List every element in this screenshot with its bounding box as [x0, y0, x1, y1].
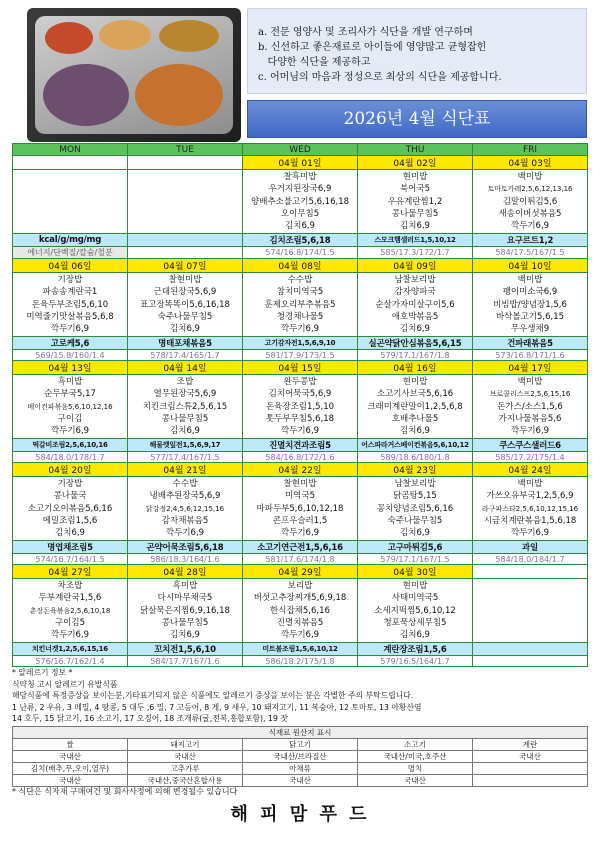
meal-cell: [243, 375, 358, 439]
meal-cell: [128, 579, 243, 643]
menu-item: 청경채나물5: [276, 311, 324, 322]
menu-item: 김치6,9: [400, 630, 430, 641]
special-dish: 과일: [473, 541, 588, 554]
menu-item: 백미밥: [517, 479, 543, 489]
special-dish: 고로케5,6: [13, 337, 128, 350]
menu-item: 백미밥: [517, 377, 543, 387]
allergy-line: 1 난류, 2 우유, 3 메밀, 4 땅콩, 5 대두 ,6 밀, 7 고등어, 8 게, 9 새우, 10 돼지고기, 11 복숭아, 12 토마토, 13 아황산염: [12, 702, 422, 712]
footnote: * 식단은 식자재 구매여건 및 회사사정에 의해 변경될수 있습니다: [12, 787, 238, 796]
date-cell: 04월 28일: [128, 565, 243, 579]
menu-item: 순두부국5,17: [44, 389, 96, 400]
date-cell: 04월 10일: [473, 259, 588, 273]
special-dish: 고기감자전1,5,6,9,10: [243, 337, 358, 350]
date-cell: 04월 02일: [358, 156, 473, 170]
brand-name: 해 피 맘 푸 드: [230, 804, 370, 825]
special-dish: 실곤약닭안심볶음5,6,15: [358, 337, 473, 350]
origin-cell: 소고기: [358, 739, 473, 751]
meal-cell: [358, 273, 473, 337]
menu-item: 라구파스타2,5,6,10,12,15,16: [481, 504, 579, 513]
menu-item: 돈가스/소스1,5,6: [497, 401, 563, 412]
menu-item: 찰흑미밥: [283, 172, 317, 182]
food-tray-photo: [27, 8, 241, 142]
nutrition-info: 576/16.7/162/1.4: [13, 656, 128, 667]
origin-cell: 국내산: [243, 775, 358, 787]
menu-item: 메밀조림1,5,6: [42, 515, 98, 526]
origin-cell: 국내산/미국,호주산: [358, 751, 473, 763]
menu-item: 콩나물무침5: [391, 208, 439, 219]
menu-item: 소고기오이볶음5,6,16: [27, 503, 113, 514]
special-dish: 떡갈비조림2,5,6,10,16: [13, 439, 128, 452]
special-dish: 꼬치전1,5,6,10: [128, 643, 243, 656]
meal-cell: [128, 375, 243, 439]
menu-item: 북어국5: [399, 184, 431, 195]
menu-item: 한식잡채5,6,16: [270, 605, 330, 616]
menu-item: 기장밥: [57, 275, 83, 285]
special-dish: [128, 234, 243, 247]
date-cell: 04월 16일: [358, 361, 473, 375]
menu-item: 깍두기6,9: [510, 528, 550, 539]
date-cell: 04월 24일: [473, 463, 588, 477]
nutrition-info: [128, 247, 243, 259]
menu-item: 호배추나물5: [391, 413, 439, 424]
menu-item: 깍두기6,9: [280, 324, 320, 335]
meal-cell: [473, 170, 588, 234]
menu-item: 흑미밥: [172, 581, 198, 591]
menu-item: 춘장돈육볶음2,5,6,10,18: [29, 606, 111, 615]
special-dish: 곤약어묵조림5,6,18: [128, 541, 243, 554]
origin-cell: 국내산: [13, 775, 128, 787]
menu-item: 백미밥: [517, 275, 543, 285]
menu-item: 남찰보리밥: [394, 479, 436, 489]
date-cell: 04월 03일: [473, 156, 588, 170]
menu-item: 오이무침5: [280, 208, 320, 219]
allergy-line: 해당식품에 특정증상을 보이는분,기타표기되지 않은 식품에도 알레르기 증상을 보이는 분은 각별한 주의 부탁드립니다.: [12, 691, 414, 700]
special-dish: 쿠스쿠스샐러드6: [473, 439, 588, 452]
menu-item: 깍두기6,9: [165, 528, 205, 539]
special-dish: 스모크햄샐러드1,5,10,12: [358, 234, 473, 247]
meal-cell: [13, 579, 128, 643]
nutrition-info: 581/17.6/174/1.8: [243, 554, 358, 565]
special-dish: 김치조림5,6,18: [243, 234, 358, 247]
special-dish: 미트볼조림1,5,6,10,12: [243, 643, 358, 656]
nutrition-info: 586/18.2/175/1.8: [243, 656, 358, 667]
menu-item: 김말이튀김5,6: [502, 196, 558, 207]
menu-table: [12, 143, 588, 667]
nutrition-info: 에너지/단백질/칼슘/철분: [13, 247, 128, 259]
menu-item: 수수밥: [172, 479, 198, 489]
menu-item: 구이김5: [54, 617, 86, 628]
menu-item: 찰현미밥: [283, 479, 317, 489]
meal-cell: [13, 375, 128, 439]
menu-item: 조밥: [176, 377, 194, 387]
meal-cell: [473, 273, 588, 337]
menu-item: 깍두기6,9: [50, 324, 90, 335]
menu-item: 김치어묵국5,6,9: [268, 389, 332, 400]
menu-item: 냉배추된장국5,6,9: [149, 491, 221, 502]
origin-cell: 닭고기: [243, 739, 358, 751]
origin-cell: 계란: [473, 739, 588, 751]
menu-item: 팽이미소국6,9: [502, 287, 558, 298]
menu-item: 김치6,9: [170, 324, 200, 335]
note-line: b. 신선하고 좋은재료로 아이들에 영양많고 균형잡힌: [258, 42, 487, 53]
date-cell: 04월 08일: [243, 259, 358, 273]
menu-item: 가지나물볶음5,6: [498, 413, 562, 424]
date-cell: [473, 565, 588, 579]
menu-item: 김치6,9: [400, 426, 430, 437]
origin-cell: 쌀: [13, 739, 128, 751]
menu-item: 꽁치양념조림5,6,16: [376, 503, 454, 514]
meal-cell: [243, 579, 358, 643]
origin-cell: 국내산: [473, 751, 588, 763]
nutrition-info: 569/15.8/160/1.4: [13, 350, 128, 361]
menu-item: 돈육장조림1,5,10: [265, 401, 335, 412]
nutrition-info: 577/17.4/167/1.5: [128, 452, 243, 463]
date-cell: [128, 156, 243, 170]
menu-item: 콩나물국: [53, 491, 87, 502]
meal-cell: [473, 375, 588, 439]
menu-item: 마파두부5,6,10,12,18: [256, 503, 344, 514]
date-cell: 04월 09일: [358, 259, 473, 273]
meal-cell: [128, 170, 243, 234]
menu-item: 소세지떡찜5,6,10,12: [374, 605, 456, 616]
meal-cell: [358, 375, 473, 439]
meal-cell: [13, 477, 128, 541]
menu-item: 브로콜리스프2,5,6,15,16: [489, 390, 571, 399]
menu-item: 깍두기6,9: [510, 426, 550, 437]
menu-item: 기장밥: [57, 479, 83, 489]
meal-cell: [128, 273, 243, 337]
origin-cell: 멸치: [358, 763, 473, 775]
day-header: TUE: [128, 144, 243, 156]
special-dish: 명엽채조림5: [13, 541, 128, 554]
menu-item: 진멸치볶음5: [276, 617, 324, 628]
meal-cell: [358, 477, 473, 541]
menu-item: 숙주나물무침5: [387, 515, 443, 526]
allergy-line: * 알레르기 정보 *: [12, 668, 73, 677]
note-line: c. 어머님의 마음과 정성으로 최상의 식단을 제공합니다.: [258, 72, 502, 83]
page-title: 2026년 4월 식단표: [247, 100, 587, 138]
origin-cell: 국내산,중국산혼합사용: [128, 775, 243, 787]
menu-item: 찰현미밥: [168, 275, 202, 285]
meal-cell: [128, 477, 243, 541]
date-cell: [13, 156, 128, 170]
date-cell: 04월 23일: [358, 463, 473, 477]
menu-item: 파송송계란국1: [42, 287, 98, 298]
intro-notes: [247, 8, 587, 94]
meal-cell: [358, 579, 473, 643]
special-dish: kcal/g/mg/mg: [13, 234, 128, 247]
menu-item: 참치미역국5: [276, 287, 324, 298]
nutrition-info: [473, 656, 588, 667]
menu-item: 사태미역국5: [391, 593, 439, 604]
menu-item: 흑미밥: [57, 377, 83, 387]
date-cell: 04월 06일: [13, 259, 128, 273]
day-header: MON: [13, 144, 128, 156]
menu-item: 우거지된장국6,9: [268, 184, 332, 195]
date-cell: 04월 22일: [243, 463, 358, 477]
nutrition-info: 573/16.8/171/1.6: [473, 350, 588, 361]
menu-item: 가쓰오유부국1,2,5,6,9: [486, 491, 574, 502]
menu-item: 콩나물무침5: [161, 413, 209, 424]
menu-item: 두부계란국1,5,6: [38, 593, 102, 604]
meal-cell: [13, 170, 128, 234]
origin-cell: 아채류: [243, 763, 358, 775]
menu-item: 닭곰탕5,15: [393, 491, 437, 502]
menu-item: 애호박볶음5: [391, 311, 439, 322]
menu-item: 버섯고추장찌개5,6,9,18: [253, 593, 347, 604]
note-line: a. 전문 영양사 및 조리사가 식단을 개발 연구하며: [258, 27, 473, 38]
origin-cell: 국내산: [13, 751, 128, 763]
meal-cell: [473, 579, 588, 643]
menu-item: 시금치계란볶음1,5,6,18: [483, 515, 577, 526]
special-dish: 고구마튀김5,6: [358, 541, 473, 554]
origin-cell: [473, 763, 588, 775]
origin-title: 식재료 원산지 표시: [13, 727, 588, 739]
allergy-line: 식약청 고시 알레르기 유발식품: [12, 679, 118, 689]
nutrition-info: 584/18.0/184/1.7: [473, 554, 588, 565]
meal-cell: [243, 477, 358, 541]
menu-item: 깍두기6,9: [280, 528, 320, 539]
origin-cell: 고추가루: [128, 763, 243, 775]
menu-item: 감자채볶음5: [161, 515, 209, 526]
menu-item: 수수밥: [287, 275, 313, 285]
menu-item: 무우생채9: [510, 324, 550, 335]
menu-item: 새송이버섯볶음5: [498, 208, 562, 219]
special-dish: 명태포채볶음5: [128, 337, 243, 350]
day-header: WED: [243, 144, 358, 156]
meal-cell: [243, 273, 358, 337]
date-cell: 04월 21일: [128, 463, 243, 477]
allergy-info: [12, 667, 588, 725]
nutrition-info: 574/16.8/174/1.5: [243, 247, 358, 259]
nutrition-info: 589/18.6/180/1.8: [358, 452, 473, 463]
day-header: FRI: [473, 144, 588, 156]
special-dish: 진멸치견과조림5: [243, 439, 358, 452]
date-cell: 04월 27일: [13, 565, 128, 579]
nutrition-info: 584/17.5/167/1.5: [473, 247, 588, 259]
date-cell: 04월 14일: [128, 361, 243, 375]
date-cell: 04월 29일: [243, 565, 358, 579]
special-dish: 어스파라거스베이컨볶음5,6,10,12: [358, 439, 473, 452]
menu-item: 깍두기6,9: [50, 630, 90, 641]
nutrition-info: 579/17.1/167/1.5: [358, 554, 473, 565]
nutrition-info: 579/16.5/164/1.7: [358, 656, 473, 667]
nutrition-info: 584/18.0/178/1.7: [13, 452, 128, 463]
note-line: 다양한 식단을 제공하고: [258, 57, 371, 68]
special-dish: 건파래볶음5: [473, 337, 588, 350]
menu-item: 김치6,9: [170, 426, 200, 437]
date-cell: 04월 13일: [13, 361, 128, 375]
menu-item: 비빔밥/양념장1,5,6: [493, 299, 567, 310]
menu-item: 우유계란찜1,2: [387, 196, 443, 207]
menu-item: 보리밥: [287, 581, 313, 591]
menu-item: 백미밥: [517, 172, 543, 182]
menu-item: 김치6,9: [400, 528, 430, 539]
menu-item: 다시마무채국5: [157, 593, 213, 604]
origin-table: [12, 726, 588, 787]
special-dish: 요구르트1,2: [473, 234, 588, 247]
menu-item: 깍두기6,9: [50, 426, 90, 437]
special-dish: 계란장조림1,5,6: [358, 643, 473, 656]
date-cell: 04월 15일: [243, 361, 358, 375]
menu-item: 청포묵상세무침5: [383, 617, 447, 628]
menu-item: 순살가자미살구이5,6: [375, 299, 455, 310]
special-dish: [473, 643, 588, 656]
menu-item: 돈육두부조림5,6,10: [31, 299, 109, 310]
nutrition-info: 585/17.3/172/1.7: [358, 247, 473, 259]
menu-item: 깍두기6,9: [280, 426, 320, 437]
meal-cell: [13, 273, 128, 337]
menu-item: 콘프우슬러1,5: [272, 515, 328, 526]
menu-item: 숙주나물무침5: [157, 311, 213, 322]
menu-item: 열무된장국5,6,9: [153, 389, 217, 400]
nutrition-info: 579/17.1/167/1.8: [358, 350, 473, 361]
origin-cell: 돼지고기: [128, 739, 243, 751]
nutrition-info: 584/16.8/172/1.6: [243, 452, 358, 463]
menu-item: 표고장똑똑이5,6,16,18: [140, 299, 230, 310]
menu-item: 미역줄기맛살볶음5,6,8: [26, 311, 114, 322]
menu-item: 현미밥: [402, 377, 428, 387]
menu-item: 완두콩밥: [283, 377, 317, 387]
menu-item: 닭살묵은지찜6,9,16,18: [140, 605, 230, 616]
special-dish: 해물깻잎전1,5,6,9,17: [128, 439, 243, 452]
meal-cell: [358, 170, 473, 234]
menu-item: 미역국5: [284, 491, 316, 502]
origin-cell: 국내산: [128, 751, 243, 763]
origin-cell: [473, 775, 588, 787]
menu-item: 톳두부무침5,6,18: [265, 413, 335, 424]
nutrition-info: 578/17.4/165/1.7: [128, 350, 243, 361]
date-cell: 04월 17일: [473, 361, 588, 375]
menu-item: 바삭볼고기5,6,15: [495, 311, 565, 322]
menu-item: 현미밥: [402, 172, 428, 182]
origin-cell: 국내산: [358, 775, 473, 787]
menu-item: 구이김: [57, 413, 83, 424]
menu-item: 훈제오리부추볶음5: [264, 299, 336, 310]
nutrition-info: 585/17.2/175/1.4: [473, 452, 588, 463]
origin-cell: 국내산/브라질산: [243, 751, 358, 763]
menu-item: 베이컨파볶음5,6,10,12,16: [27, 402, 113, 411]
day-header: THU: [358, 144, 473, 156]
special-dish: 소고기연근전1,5,6,16: [243, 541, 358, 554]
date-cell: 04월 30일: [358, 565, 473, 579]
menu-item: 김치6,9: [400, 324, 430, 335]
menu-item: 닭강정2,4,5,6,12,15,16: [145, 504, 225, 513]
menu-item: 깍두기6,9: [510, 221, 550, 232]
menu-item: 근대된장국5,6,9: [153, 287, 217, 298]
allergy-line: 14 호두, 15 닭고기, 16 소고기, 17 오징어, 18 조개류(굴,전복,홍합포함), 19 잣: [12, 714, 288, 723]
origin-cell: 김치(배추,무,오이,열무): [13, 763, 128, 775]
nutrition-info: 581/17.9/173/1.5: [243, 350, 358, 361]
meal-cell: [473, 477, 588, 541]
menu-item: 김치6,9: [55, 528, 85, 539]
meal-cell: [243, 170, 358, 234]
special-dish: 치킨너겟1,2,5,6,15,16: [13, 643, 128, 656]
date-cell: 04월 07일: [128, 259, 243, 273]
menu-item: 깍두기6,9: [280, 630, 320, 641]
menu-item: 김치6,9: [170, 630, 200, 641]
menu-item: 소고기사브국5,6,16: [376, 389, 454, 400]
menu-item: 토마토카레2,5,6,12,13,16: [487, 185, 573, 194]
menu-item: 남찰보리밥: [394, 275, 436, 285]
menu-item: 치킨크림스튜2,5,6,15: [142, 401, 228, 412]
menu-item: 콩나물무침5: [161, 617, 209, 628]
menu-item: 차조밥: [57, 581, 83, 591]
nutrition-info: 584/17.7/167/1.6: [128, 656, 243, 667]
nutrition-info: 574/16.7/164/1.5: [13, 554, 128, 565]
date-cell: 04월 01일: [243, 156, 358, 170]
menu-item: 양배추소불고기5,6,16,18: [250, 196, 350, 207]
menu-item: 감자양파국: [394, 287, 436, 298]
menu-item: 김치6,9: [285, 221, 315, 232]
menu-item: 크래미계란말이1,2,5,6,8: [367, 401, 463, 412]
date-cell: 04월 20일: [13, 463, 128, 477]
nutrition-info: 586/18.3/164/1.6: [128, 554, 243, 565]
menu-item: 김치6,9: [400, 221, 430, 232]
menu-item: 현미밥: [402, 581, 428, 591]
